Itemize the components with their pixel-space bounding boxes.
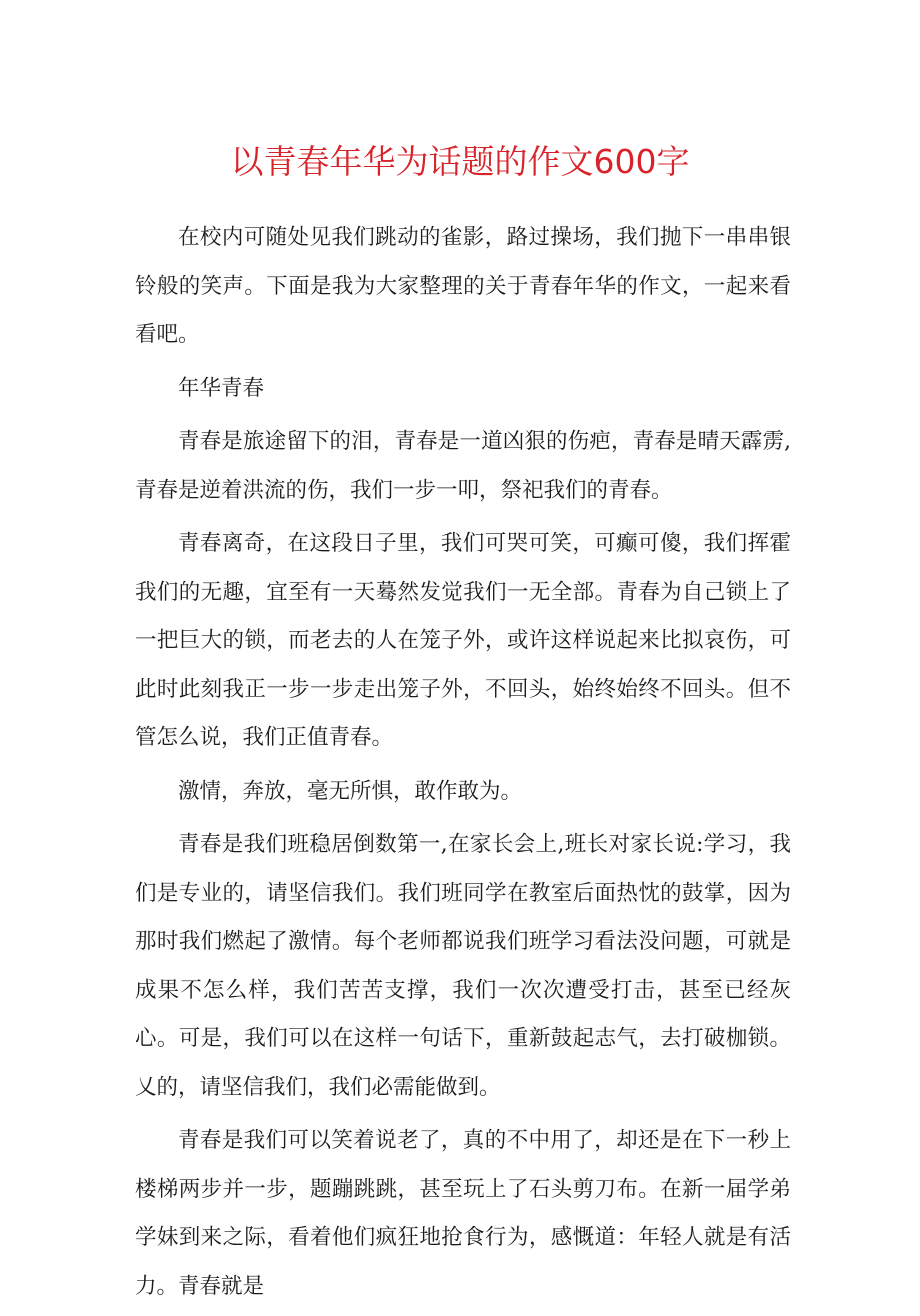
paragraph: 青春是我们班稳居倒数第一,在家长会上,班长对家长说:学习，我们是专业的，请坚信我们。我们班同学在教室后面热忱的鼓掌，因为那时我们燃起了激情。每个老师都说我们班学习看法没问题，可就是成果不怎么样，我们苦苦支撑，我们一次次遭受打击，甚至已经灰心。可是，我们可以在这样一句话下，重新鼓起志气，去打破枷锁。乂的，请坚信我们，我们必需能做到。	[135, 832, 791, 1100]
paragraph: 青春离奇，在这段日子里，我们可哭可笑，可癫可傻，我们挥霍我们的无趣，宜至有一天蓦然发觉我们一无全部。青春为自己锁上了一把巨大的锁，而老去的人在笼子外，或许这样说起来比拟哀伤，可此时此刻我正一步一步走出笼子外，不回头，始终始终不回头。但不管怎么说，我们正值青春。	[135, 531, 791, 750]
paragraph-subheading: 年华青春	[178, 375, 265, 401]
document-body	[135, 214, 791, 1316]
paragraph: 青春是旅途留下的泪，青春是一道凶狠的伤疤，青春是晴天霹雳,青春是逆着洪流的伤，我们一步一叩，祭祀我们的青春。	[135, 429, 791, 503]
paragraph: 激情，奔放，毫无所惧，敢作敢为。	[178, 778, 523, 804]
paragraph: 青春是我们可以笑着说老了，真的不中用了，却还是在下一秒上楼梯两步并一步，题蹦跳跳，甚至玩上了石头剪刀布。在新一届学弟学妹到来之际，看着他们疯狂地抢食行为，感慨道：年轻人就是有活力。青春就是	[135, 1128, 791, 1299]
paragraph-intro: 在校内可随处见我们跳动的雀影，路过操场，我们抛下一串串银铃般的笑声。下面是我为大家整理的关于青春年华的作文，一起来看看吧。	[135, 225, 791, 347]
document-title: 以青春年华为话题的作文600字	[230, 142, 690, 181]
